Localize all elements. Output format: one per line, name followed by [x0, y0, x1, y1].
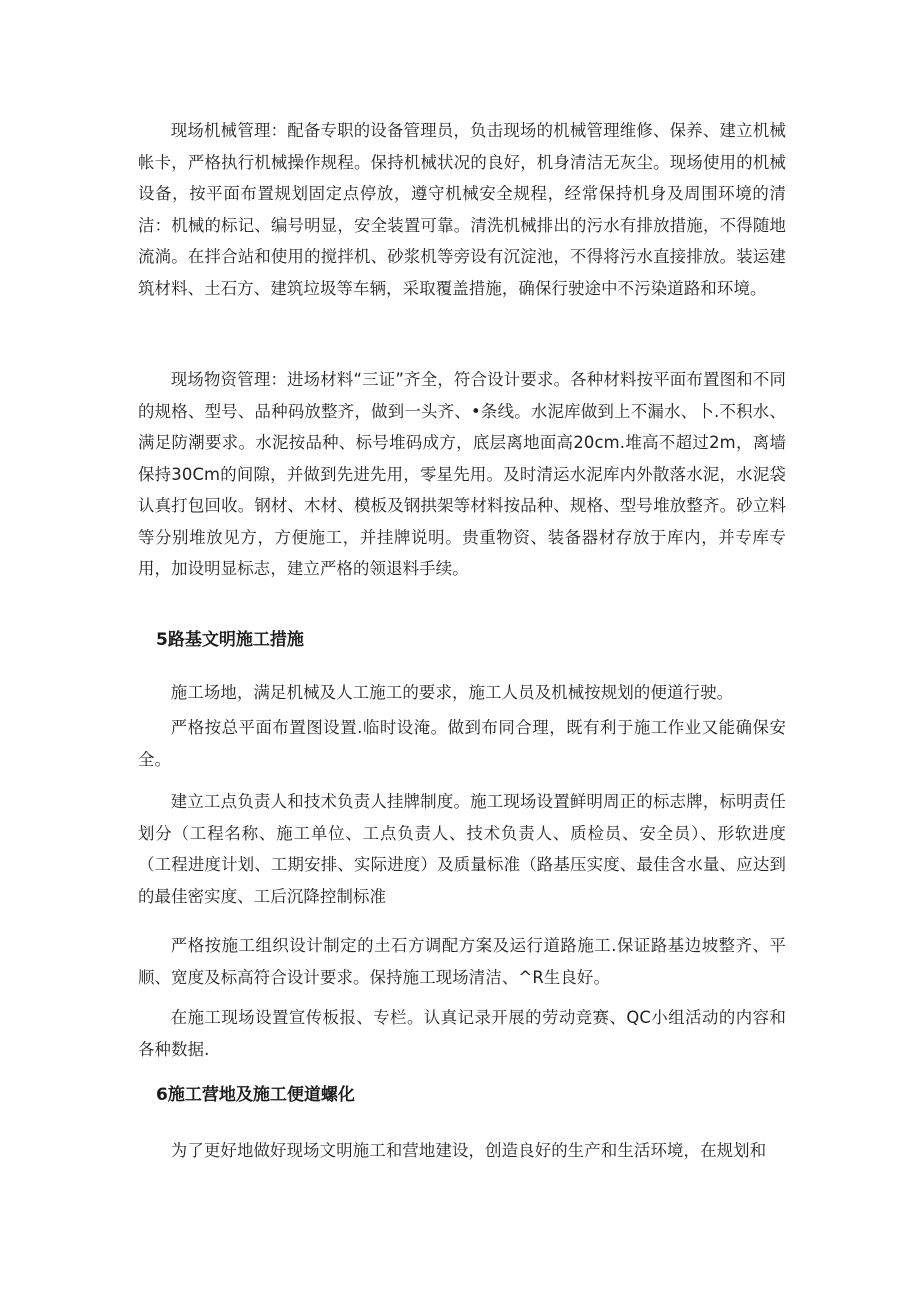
paragraph-site-access: 施工场地，满足机械及人工施工的要求，施工人员及机械按规划的便道行驶。 — [170, 683, 734, 702]
paragraph-responsibility-signboards: 建立工点负责人和技术负责人挂牌制度。施工现场设置鲜明周正的标志牌，标明责任划分（工程名称、施工单位、工点负责人、技术负责人、质检员、安全员）、形软进度（工程进度计划、工期安排、实际进度）及质量标准（路基压实度、最佳含水量、应达到的最佳密实度、工后沉降控制标准 — [138, 792, 786, 906]
paragraph-layout-plan: 严格按总平面布置图设置.临时设淹。做到布同合理，既有利于施工作业又能确保安全。 — [138, 718, 786, 769]
paragraph-publicity-boards: 在施工现场设置宣传板报、专栏。认真记录开展的劳动竞赛、QC小组活动的内容和各种数据. — [138, 1008, 786, 1059]
paragraph-earthwork-plan: 严格按施工组织设计制定的土石方调配方案及运行道路施工.保证路基边坡整齐、平顺、宽度及标高符合设计要求。保持施工现场清洁、^R生良好。 — [138, 936, 786, 987]
paragraph-camp-construction: 为了更好地做好现场文明施工和营地建设，创造良好的生产和生活环境，在规划和 — [170, 1141, 767, 1160]
paragraph-machinery-management: 现场机械管理：配备专职的设备管理员，负击现场的机械管理维修、保养、建立机械帐卡，严格执行机械操作规程。保持机械状况的良好，机身清洁无灰尘。现场使用的机械设备，按平面布置规划固定点停放，遵守机械安全规程，经常保持机身及周围环境的清洁：机械的标记、编号明显，安全装置可靠。清洗机械排出的污水有排放措施，不得随地流淌。在拌合站和使用的搅拌机、砂浆机等旁设有沉淀池，不得将污水直接排放。装运建筑材料、土石方、建筑垃圾等车辆，采取覆盖措施，确保行驶途中不污染道路和环境。 — [138, 121, 786, 298]
paragraph-materials-management: 现场物资管理：进场材料“三证”齐全，符合设计要求。各种材料按平面布置图和不同的规格、型号、品种码放整齐，做到一头齐、•条线。水泥库做到上不漏水、卜.不积水、满足防潮要求。水泥按品种、标号堆码成方，底层离地面高20cm.堆高不超过2m，离墙保持30Cm的间隙，并做到先进先用，零星先用。及时清运水泥库内外散落水泥，水泥袋认真打包回收。钢材、木材、模板及钢拱架等材料按品种、规格、型号堆放整齐。砂立料等分别堆放见方，方便施工，并挂牌说明。贵重物资、装备器材存放于库内，并专库专用，加设明显标志，建立严格的领退料手续。 — [138, 370, 786, 578]
section-5-heading: 5路基文明施工措施 — [156, 630, 304, 650]
section-6-heading: 6施工营地及施工便道螺化 — [156, 1085, 355, 1105]
